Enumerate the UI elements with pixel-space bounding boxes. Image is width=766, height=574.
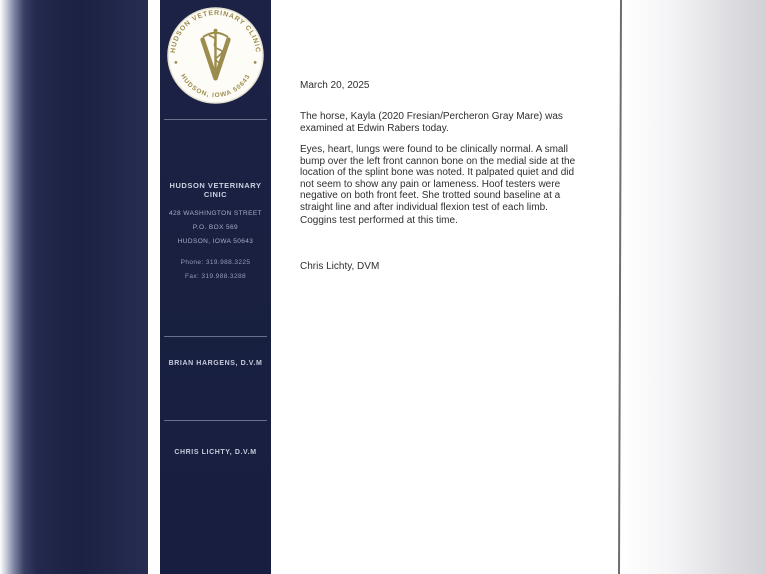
logo-bottom-arc-text: HUDSON, IOWA 50643 — [179, 73, 252, 100]
left-navy-edge-gradient — [0, 0, 148, 574]
phone-number: Phone: 319.988.3225 — [180, 259, 251, 266]
veterinarian-name-hargens: BRIAN HARGENS, D.V.M — [168, 360, 263, 367]
letter-paragraph-exam-intro: The horse, Kayla (2020 Fresian/Percheron Gray Mare) was examined at Edwin Rabers today. — [300, 111, 563, 134]
letter-date: March 20, 2025 — [300, 80, 370, 91]
fax-number: Fax: 319.988.3288 — [184, 273, 246, 280]
address-street: 428 WASHINGTON STREET — [169, 210, 262, 217]
logo-top-arc-text: HUDSON VETERINARY CLINIC — [169, 9, 262, 54]
letter-paragraph-coggins: Coggins test performed at this time. — [300, 215, 458, 226]
letter-paragraph-findings: Eyes, heart, lungs were found to be clinically normal. A small bump over the left front cannon bone on the medial side at the location of the splint bone was noted. It palpated quiet and did not seem to show any pain or lameness. Hoof testers were negative on both front feet. She trotted sound baseline at a straight line and after individual flexion test of each limb. — [300, 144, 576, 213]
veterinarian-name-lichty: CHRIS LICHTY, D.V.M — [174, 449, 257, 456]
right-background-gradient — [621, 0, 766, 574]
sidebar-divider — [164, 420, 267, 421]
address-po-box: P.O. BOX 569 — [192, 224, 239, 231]
clinic-name: HUDSON VETERINARY CINIC — [169, 181, 262, 199]
signature-line: Chris Lichty, DVM — [300, 261, 380, 272]
clinic-seal-logo — [166, 6, 265, 105]
letterhead-sidebar — [160, 0, 271, 574]
sidebar-divider — [164, 336, 267, 337]
sidebar-divider — [164, 119, 267, 120]
veterinary-caduceus-icon — [166, 6, 265, 105]
address-city: HUDSON, IOWA 50643 — [177, 238, 254, 245]
